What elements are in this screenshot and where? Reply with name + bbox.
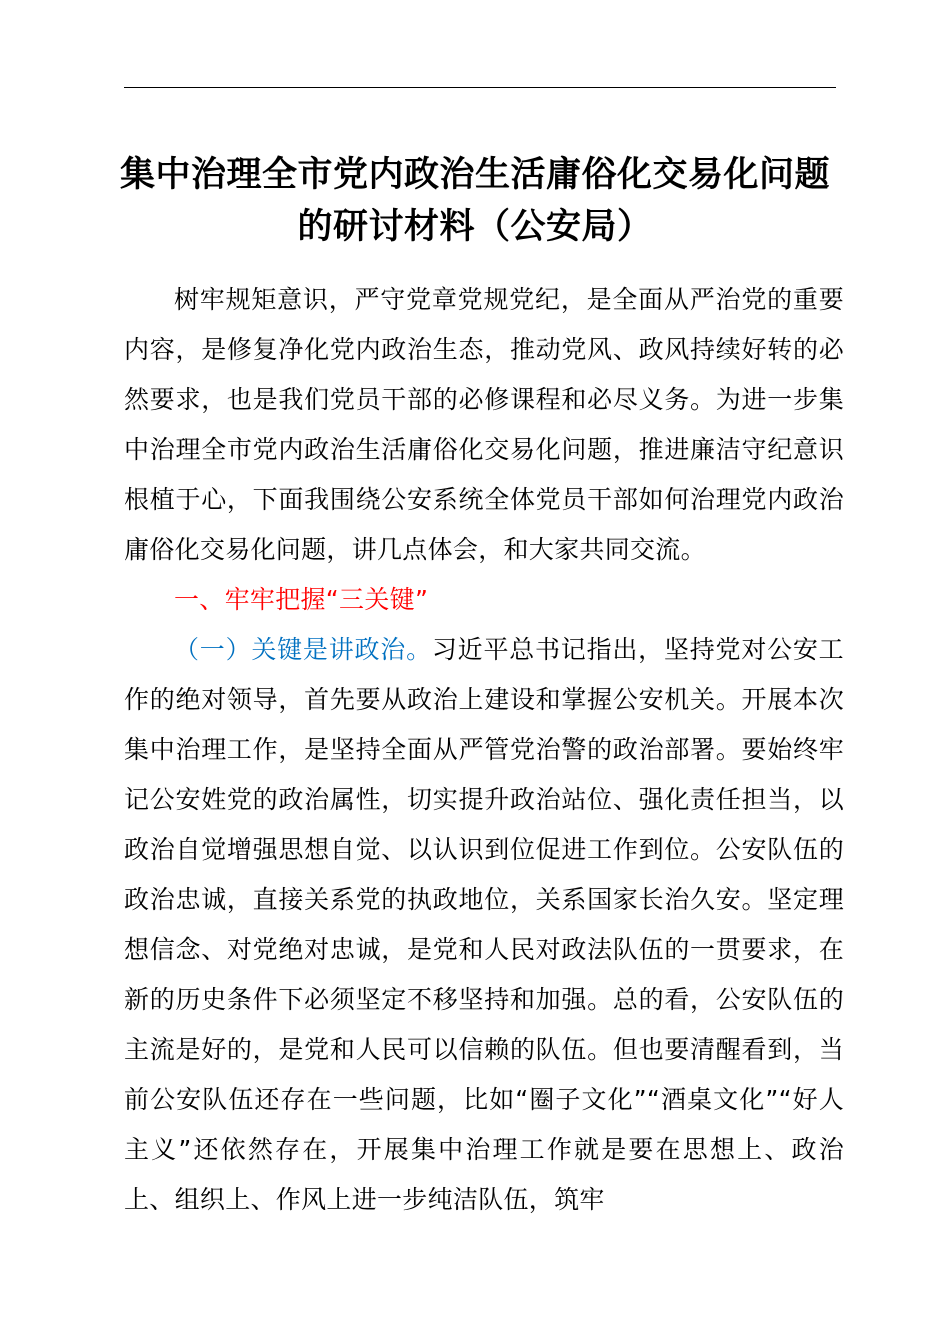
- intro-paragraph: 树牢规矩意识，严守党章党规党纪，是全面从严治党的重要内容，是修复净化党内政治生态，推动党风、政风持续好转的必然要求，也是我们党员干部的必修课程和必尽义务。为进一步集中治理全市党内政治生活庸俗化交易化问题，推进廉洁守纪意识根植于心，下面我围绕公安系统全体党员干部如何治理党内政治庸俗化交易化问题，讲几点体会，和大家共同交流。: [124, 285, 844, 564]
- subsection-paragraph: [124, 625, 844, 1225]
- header-rule: [124, 87, 836, 88]
- document-body: [124, 275, 844, 1225]
- document-title-line-2: 的研讨材料（公安局）: [297, 207, 653, 247]
- subsection-label: （一）关键是讲政治。: [174, 635, 432, 664]
- section-heading: 一、牢牢把握“三关键”: [174, 585, 429, 614]
- subsection-body: 习近平总书记指出，坚持党对公安工作的绝对领导，首先要从政治上建设和掌握公安机关。开展本次集中治理工作，是坚持全面从严管党治警的政治部署。要始终牢记公安姓党的政治属性，切实提升政治站位、强化责任担当，以政治自觉增强思想自觉、以认识到位促进工作到位。公安队伍的政治忠诚，直接关系党的执政地位，关系国家长治久安。坚定理想信念、对党绝对忠诚，是党和人民对政法队伍的一贯要求，在新的历史条件下必须坚定不移坚持和加强。总的看，公安队伍的主流是好的，是党和人民可以信赖的队伍。但也要清醒看到，当前公安队伍还存在一些问题，比如“圈子文化”“酒桌文化”“好人主义”还依然存在，开展集中治理工作就是要在思想上、政治上、组织上、作风上进一步纯洁队伍，筑牢: [124, 635, 844, 1214]
- document-title-line-1: 集中治理全市党内政治生活庸俗化交易化问题: [119, 155, 830, 195]
